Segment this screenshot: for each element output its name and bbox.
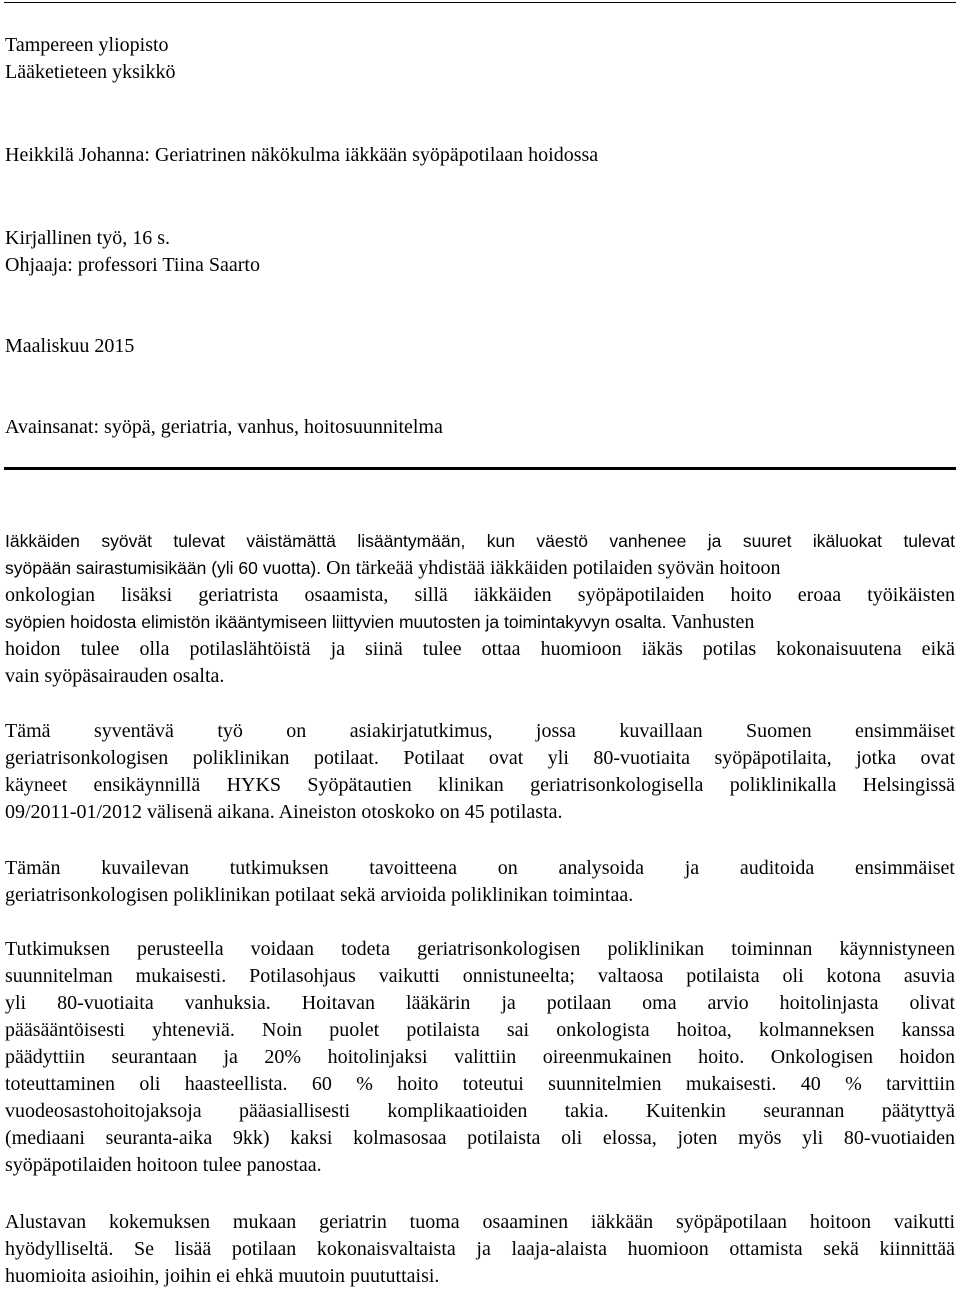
text-line: hyödylliseltä. Se lisää potilaan kokonaisvaltaista ja laaja-alaista huomioon ottamista sekä kiinnittää xyxy=(5,1238,955,1260)
text-line: 09/2011-01/2012 välisenä aikana. Aineiston otoskoko on 45 potilasta. xyxy=(5,801,563,823)
text-line: päädyttiin seurantaan ja 20% hoitolinjaksi valittiin oireenmukainen hoito. Onkologisen hoidon xyxy=(5,1046,955,1068)
faculty-unit: Lääketieteen yksikkö xyxy=(5,61,176,83)
text-line: suunnitelman mukaisesti. Potilasohjaus vaikutti onnistuneelta; valtaosa potilaista oli kotona asuvia xyxy=(5,965,955,987)
date: Maaliskuu 2015 xyxy=(5,335,135,357)
text-line: syöpäpotilaiden hoitoon tulee panostaa. xyxy=(5,1154,322,1176)
text-span: syöpien hoidosta elimistön ikääntymiseen liittyvien muutosten ja toimintakyvyn osalta. xyxy=(5,612,667,632)
text-line: huomioita asioihin, joihin ei ehkä muutoin puututtaisi. xyxy=(5,1265,440,1287)
text-line: Tämä syventävä työ on asiakirjatutkimus, jossa kuvaillaan Suomen ensimmäiset xyxy=(5,720,955,742)
text-span: On tärkeää yhdistää iäkkäiden potilaiden syövän hoitoon xyxy=(321,557,781,579)
text-span: Vanhusten xyxy=(666,611,755,633)
text-line xyxy=(5,609,955,636)
text-line: pääsääntöisesti yhteneviä. Noin puolet potilaista sai onkologista hoitoa, kolmanneksen kanssa xyxy=(5,1019,955,1041)
work-type: Kirjallinen työ, 16 s. xyxy=(5,227,170,249)
text-line: käyneet ensikäynnillä HYKS Syöpätautien klinikan geriatrisonkologisella poliklinikalla Helsingissä xyxy=(5,774,955,796)
text-line: vain syöpäsairauden osalta. xyxy=(5,665,225,687)
keywords: Avainsanat: syöpä, geriatria, vanhus, hoitosuunnitelma xyxy=(5,416,443,438)
top-rule xyxy=(4,2,956,3)
abstract-paragraph-2 xyxy=(5,718,955,826)
abstract-paragraph-3 xyxy=(5,855,955,909)
text-line: hoidon tulee olla potilaslähtöistä ja siinä tulee ottaa huomioon iäkäs potilas kokonaisuutena eikä xyxy=(5,638,955,660)
abstract-paragraph-5 xyxy=(5,1209,955,1290)
text-line: onkologian lisäksi geriatrista osaamista, sillä iäkkäiden syöpäpotilaiden hoito eroaa työikäisten xyxy=(5,584,955,606)
abstract-paragraph-4 xyxy=(5,936,955,1179)
text-line: Tutkimuksen perusteella voidaan todeta geriatrisonkologisen poliklinikan toiminnan käynnistyneen xyxy=(5,938,955,960)
university-name: Tampereen yliopisto xyxy=(5,34,169,56)
supervisor: Ohjaaja: professori Tiina Saarto xyxy=(5,254,260,276)
section-divider xyxy=(4,467,956,470)
text-line: Iäkkäiden syövät tulevat väistämättä lisääntymään, kun väestö vanhenee ja suuret ikäluokat tulevat xyxy=(5,531,955,551)
text-line: geriatrisonkologisen poliklinikan potilaat. Potilaat ovat yli 80-vuotiaita syöpäpotilaita, jotka ovat xyxy=(5,747,955,769)
text-line: Tämän kuvailevan tutkimuksen tavoitteena on analysoida ja auditoida ensimmäiset xyxy=(5,857,955,879)
author-and-title: Heikkilä Johanna: Geriatrinen näkökulma iäkkään syöpäpotilaan hoidossa xyxy=(5,144,599,166)
text-line: yli 80-vuotiaita vanhuksia. Hoitavan lääkärin ja potilaan oma arvio hoitolinjasta olivat xyxy=(5,992,955,1014)
text-line: toteuttaminen oli haasteellista. 60 % hoito toteutui suunnitelmien mukaisesti. 40 % tarvittiin xyxy=(5,1073,955,1095)
text-line: geriatrisonkologisen poliklinikan potilaat sekä arvioida poliklinikan toimintaa. xyxy=(5,884,634,906)
text-line xyxy=(5,555,955,582)
text-line: vuodeosastohoitojaksoja pääasiallisesti komplikaatioiden takia. Kuitenkin seurannan päätyttyä xyxy=(5,1100,955,1122)
text-span: syöpään sairastumisikään (yli 60 vuotta). xyxy=(5,558,322,578)
text-line: Alustavan kokemuksen mukaan geriatrin tuoma osaaminen iäkkään syöpäpotilaan hoitoon vaikutti xyxy=(5,1211,955,1233)
abstract-paragraph-1 xyxy=(5,528,955,690)
text-line: (mediaani seuranta-aika 9kk) kaksi kolmasosaa potilaista oli elossa, joten myös yli 80-vuotiaiden xyxy=(5,1127,955,1149)
